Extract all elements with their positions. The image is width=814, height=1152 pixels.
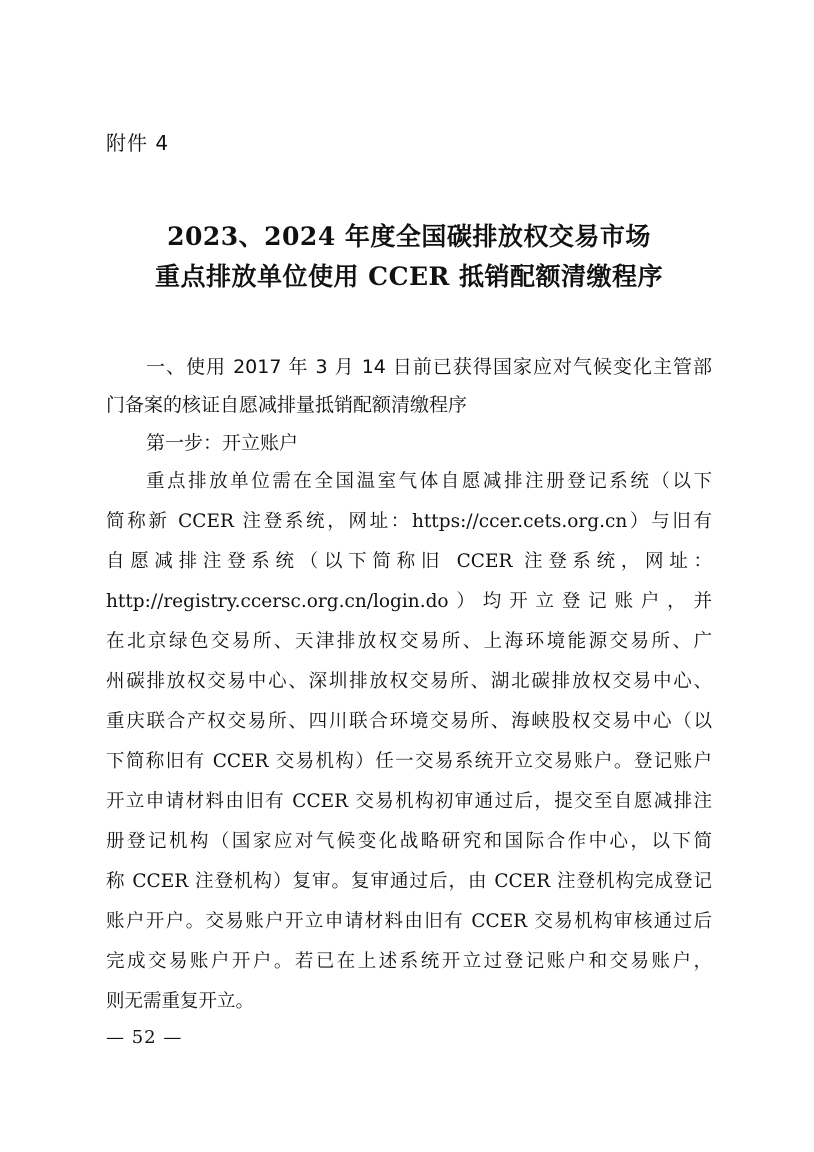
paragraph-line: 在北京绿色交易所、天津排放权交易所、上海环境能源交易所、广: [106, 631, 712, 652]
paragraph-line: 称 CCER 注登机构）复审。复审通过后，由 CCER 注登机构完成登记: [106, 871, 712, 892]
document-title-line-1: 2023、2024 年度全国碳排放权交易市场: [167, 222, 651, 251]
document-title-line-2: 重点排放单位使用 CCER 抵销配额清缴程序: [154, 262, 664, 291]
paragraph-line: 完成交易账户开户。若已在上述系统开立过登记账户和交易账户，: [106, 951, 712, 972]
paragraph-line: 自愿减排注登系统（以下简称旧 CCER 注登系统，网址：: [106, 551, 712, 572]
paragraph-line: 重庆联合产权交易所、四川联合环境交易所、海峡股权交易中心（以: [106, 711, 712, 732]
paragraph-line: 则无需重复开立。: [106, 991, 255, 1012]
page-number: — 52 —: [106, 1027, 183, 1048]
section-heading-line-2: 门备案的核证自愿减排量抵销配额清缴程序: [106, 394, 468, 416]
paragraph-line: 册登记机构（国家应对气候变化战略研究和国际合作中心，以下简: [106, 831, 712, 852]
step-heading: 第一步：开立账户: [146, 432, 299, 454]
paragraph-line: 开立申请材料由旧有 CCER 交易机构初审通过后，提交至自愿减排注: [106, 791, 712, 812]
attachment-label: 附件 4: [106, 131, 170, 155]
paragraph-line: 简称新 CCER 注登系统，网址：https://ccer.cets.org.cn）与旧有: [106, 511, 712, 532]
paragraph-line: http://registry.ccersc.org.cn/login.do）均开立登记账户，并: [106, 591, 712, 612]
paragraph-line: 重点排放单位需在全国温室气体自愿减排注册登记系统（以下: [146, 471, 712, 492]
paragraph-line: 账户开户。交易账户开立申请材料由旧有 CCER 交易机构审核通过后: [106, 911, 712, 932]
section-heading-line-1: 一、使用 2017 年 3 月 14 日前已获得国家应对气候变化主管部: [146, 356, 712, 378]
paragraph-line: 下简称旧有 CCER 交易机构）任一交易系统开立交易账户。登记账户: [106, 751, 712, 772]
paragraph-line: 州碳排放权交易中心、深圳排放权交易所、湖北碳排放权交易中心、: [106, 671, 712, 692]
